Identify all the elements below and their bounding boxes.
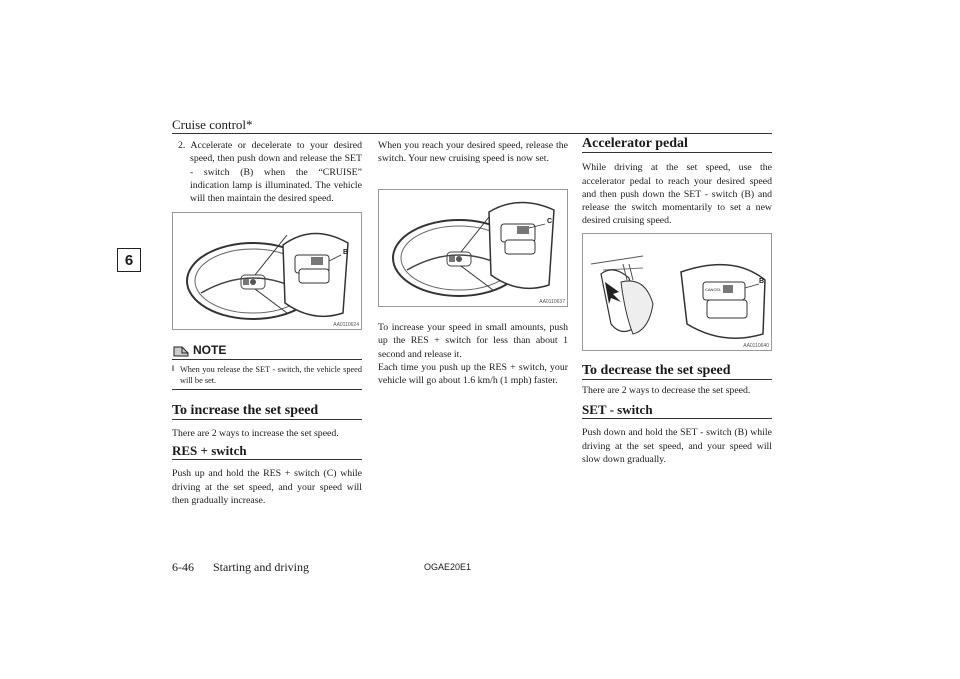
increase-section — [172, 404, 362, 441]
col2-body — [378, 321, 568, 387]
decrease-heading: To decrease the set speed — [582, 364, 772, 380]
col2-para-2: Each time you push up the RES + switch, your vehicle will go about 1.6 km/h (1 mph) faster. — [378, 361, 568, 387]
document-code: OGAE20E1 — [424, 562, 472, 572]
steering-wheel-figure-b — [172, 212, 362, 330]
callout-b: B — [343, 249, 349, 256]
increase-text: There are 2 ways to increase the set speed. — [172, 428, 339, 440]
note-icon — [172, 344, 190, 358]
note-header — [172, 344, 362, 360]
res-text: Push up and hold the RES + switch (C) while driving at the set speed, and your speed will then gradually increase. — [172, 468, 362, 506]
footer-section: Starting and driving — [213, 560, 309, 574]
accelerator-text: While driving at the set speed, use the accelerator pedal to reach your desired speed and then push down the SET - switch (B) and release the switch momentarily to set a new desired cruising speed. — [582, 162, 772, 227]
res-heading: RES + switch — [172, 444, 362, 460]
running-header: Cruise control* — [172, 117, 253, 132]
note-item — [172, 364, 362, 390]
pedal-illustration — [583, 234, 771, 350]
accelerator-heading: Accelerator pedal — [582, 137, 772, 153]
increase-heading: To increase the set speed — [172, 404, 362, 420]
set-switch-heading: SET - switch — [582, 403, 772, 419]
col2-intro: When you reach your desired speed, release the switch. Your new cruising speed is now set. — [378, 140, 568, 165]
header-rule — [172, 133, 772, 134]
accelerator-section — [582, 137, 772, 228]
decrease-section — [582, 364, 772, 398]
steering-wheel-illustration — [379, 190, 567, 306]
decrease-text: There are 2 ways to decrease the set speed. — [582, 385, 751, 397]
figure-code: AA0110624 — [333, 322, 359, 328]
page-number: 6-46 — [172, 560, 194, 574]
bullet-icon: l — [172, 366, 174, 373]
res-section — [172, 444, 362, 507]
column-1 — [172, 139, 362, 205]
col2-para-1: To increase your speed in small amounts, push up the RES + switch for less than about 1 second and release it. — [378, 322, 568, 360]
set-switch-text: Push down and hold the SET - switch (B) while driving at the set speed, and your speed will slow down gradually. — [582, 427, 772, 465]
note-text: When you release the SET - switch, the vehicle speed will be set. — [179, 365, 362, 385]
cancel-label: CANCEL — [705, 287, 722, 292]
figure-code: AA0110640 — [743, 343, 769, 349]
steering-wheel-figure-c — [378, 189, 568, 307]
column-2 — [378, 139, 568, 166]
steering-wheel-illustration — [173, 213, 361, 329]
callout-c: C — [547, 218, 553, 225]
step-2-text: 2. Accelerate or decelerate to your desired speed, then push down and release the SET - switch (B) when the “CRUISE” indication lamp is illuminated. The vehicle will then maintain the desired speed. — [178, 140, 362, 205]
pedal-switch-figure — [582, 233, 772, 351]
figure-code: AA0110637 — [539, 299, 565, 305]
footer — [172, 560, 309, 575]
callout-b: B — [759, 278, 765, 285]
set-switch-section — [582, 403, 772, 466]
note-title: NOTE — [193, 343, 227, 358]
chapter-tab: 6 — [117, 248, 141, 272]
note-box — [172, 344, 362, 390]
